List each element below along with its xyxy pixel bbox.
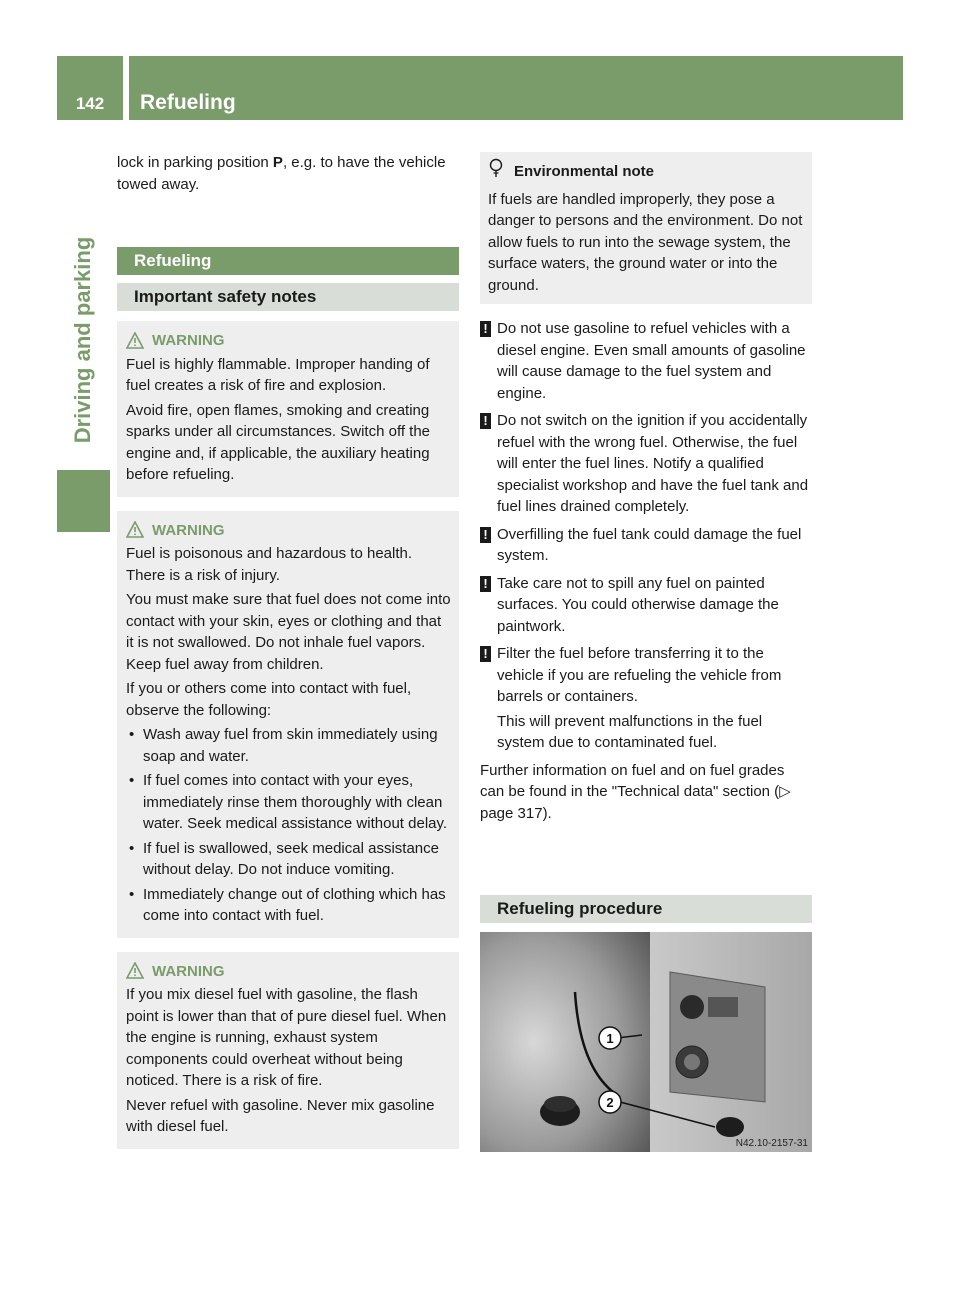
notice-icon: ! xyxy=(480,321,491,337)
warning-heading: WARNING xyxy=(126,330,451,352)
warning-text: Fuel is highly flammable. Improper handing of fuel creates a risk of fire and explosion. xyxy=(126,355,430,394)
intro-paragraph: lock in parking position P, e.g. to have the vehicle towed away. xyxy=(117,154,446,193)
warning-text: You must make sure that fuel does not come into contact with your skin, eyes or clothing and that it is not swallowed. Do not inhale fuel vapors. Keep fuel away from children. xyxy=(126,591,451,673)
warning-heading: WARNING xyxy=(126,520,451,542)
warning-heading: WARNING xyxy=(126,961,451,983)
list-item: • If fuel comes into contact with your eyes, immediately rinse them thoroughly with clean water. Seek medical assistance without delay. xyxy=(126,770,451,835)
page-reference-arrow-icon: ▷ xyxy=(779,783,791,800)
left-column xyxy=(117,152,459,1149)
warning-bullet-list xyxy=(126,724,451,927)
warning-text: Avoid fire, open flames, smoking and creating sparks under all circumstances. Switch off the engine and, if applicable, the auxiliary heating before refueling. xyxy=(126,401,431,483)
environmental-note-box xyxy=(480,152,812,304)
fuel-filler-photo xyxy=(480,932,812,1152)
lightbulb-icon xyxy=(488,158,504,185)
fuel-filler-illustration xyxy=(480,932,812,1152)
figure-code: N42.10-2157-31 xyxy=(735,1138,808,1149)
subsection-heading-safety-notes: Important safety notes xyxy=(117,283,459,311)
warning-text: If you mix diesel fuel with gasoline, the flash point is lower than that of pure diesel fuel. When the engine is running, exhaust system components could overheat without being noticed. There is a risk of fire. xyxy=(126,986,447,1089)
section-heading-refueling: Refueling xyxy=(117,247,459,275)
environmental-note-text: If fuels are handled improperly, they pose a danger to persons and the environment. Do not allow fuels to run into the sewage system, the surface waters, the ground water or into the ground. xyxy=(488,190,803,294)
notice-icon: ! xyxy=(480,576,491,592)
notice-item: ! Take care not to spill any fuel on painted surfaces. You could otherwise damage the paintwork. xyxy=(480,573,812,638)
header-title-block xyxy=(129,56,903,120)
page-title: Refueling xyxy=(140,91,236,114)
further-info-paragraph: Further information on fuel and on fuel grades can be found in the "Technical data" section (▷ page 317). xyxy=(480,761,791,822)
list-item: • Immediately change out of clothing which has come into contact with fuel. xyxy=(126,884,451,927)
side-tab-label: Driving and parking xyxy=(70,236,95,444)
list-item: • If fuel is swallowed, seek medical assistance without delay. Do not induce vomiting. xyxy=(126,838,451,881)
warning-text: Never refuel with gasoline. Never mix gasoline with diesel fuel. xyxy=(126,1096,435,1135)
warning-triangle-icon xyxy=(126,521,144,539)
subsection-heading-refueling-procedure: Refueling procedure xyxy=(480,895,812,923)
warning-box xyxy=(117,952,459,1149)
warning-text: If you or others come into contact with fuel, observe the following: xyxy=(126,680,412,719)
notice-item: ! Overfilling the fuel tank could damage the fuel system. xyxy=(480,524,812,567)
page-number: 142 xyxy=(75,94,105,113)
callout-2-label: 2 xyxy=(606,1095,614,1110)
callout-1-label: 1 xyxy=(606,1031,614,1046)
side-tab-marker xyxy=(57,470,110,532)
notice-icon: ! xyxy=(480,527,491,543)
notice-icon: ! xyxy=(480,646,491,662)
warning-box xyxy=(117,511,459,938)
list-item: • Wash away fuel from skin immediately using soap and water. xyxy=(126,724,451,767)
warning-triangle-icon xyxy=(126,962,144,980)
warning-text: Fuel is poisonous and hazardous to health. There is a risk of injury. xyxy=(126,545,413,584)
environmental-note-heading: Environmental note xyxy=(488,158,806,185)
right-column xyxy=(480,152,812,824)
warning-triangle-icon xyxy=(126,332,144,350)
warning-box xyxy=(117,321,459,497)
notice-item: ! Do not switch on the ignition if you accidentally refuel with the wrong fuel. Otherwise, the fuel will enter the fuel lines. Notify a qualified specialist workshop and have the fuel tank and fuel lines drained completely. xyxy=(480,410,812,518)
notice-item: ! Do not use gasoline to refuel vehicles with a diesel engine. Even small amounts of gasoline will cause damage to the fuel system and engine. xyxy=(480,318,812,404)
notice-icon: ! xyxy=(480,413,491,429)
notice-item: ! Filter the fuel before transferring it to the vehicle if you are refueling the vehicle from barrels or containers. This will prevent malfunctions in the fuel system due to contaminated fuel. xyxy=(480,643,812,754)
